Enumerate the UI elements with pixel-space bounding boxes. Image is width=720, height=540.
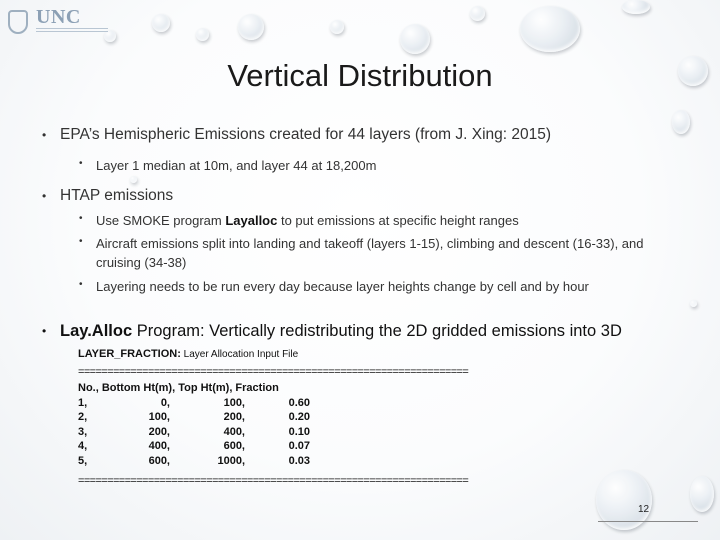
bullet-text: HTAP emissions — [60, 187, 174, 204]
droplet-decoration — [400, 24, 430, 54]
table-row — [78, 411, 558, 426]
table-cell: 0.10 — [288, 425, 310, 438]
droplet-decoration — [520, 6, 580, 52]
droplet-decoration — [196, 28, 209, 41]
bullet-dot-icon: • — [79, 158, 83, 169]
sub-bullet-smoke-layalloc — [79, 211, 686, 230]
bullet-dot-icon: • — [42, 324, 47, 338]
table-cell: 100, — [148, 411, 170, 423]
table-heading: LAYER_FRACTION: Layer Allocation Input File — [78, 348, 299, 360]
table-rows — [78, 397, 558, 470]
sub-bullet-aircraft — [79, 234, 686, 272]
droplet-decoration — [690, 476, 714, 512]
table-cell: 4, — [78, 440, 88, 452]
table-cell: 0.03 — [288, 454, 310, 467]
unc-logo — [8, 6, 108, 38]
bullet-dot-icon: • — [79, 213, 83, 224]
sub-bullet-layering — [79, 277, 686, 296]
droplet-decoration — [672, 110, 690, 134]
table-cell: 0, — [160, 396, 170, 409]
bullet-dot-icon: • — [79, 279, 83, 290]
table-cell: 0.07 — [288, 440, 310, 452]
table-cell: 2, — [78, 411, 88, 423]
page-number-underline — [598, 521, 698, 522]
bullet-text: Layer 1 median at 10m, and layer 44 at 18,200m — [96, 158, 377, 173]
bold-program-name: Lay.Alloc — [60, 322, 133, 340]
page-number: 12 — [638, 504, 650, 515]
bullet-htap-emissions — [42, 187, 173, 205]
droplet-decoration — [330, 20, 344, 34]
layer-fraction-table — [78, 348, 558, 487]
bullet-dot-icon: • — [79, 236, 83, 247]
bullet-text: Layering needs to be run every day because layer heights change by cell and by hour — [96, 279, 589, 294]
logo-mark-icon — [8, 10, 28, 34]
bullet-text: EPA’s Hemispheric Emissions created for 44 layers (from J. Xing: 2015) — [60, 126, 552, 143]
droplet-decoration — [470, 6, 485, 21]
table-cell: 5, — [78, 454, 88, 467]
logo-underline — [36, 28, 108, 32]
table-row — [78, 440, 558, 455]
bullet-text: Use SMOKE program Layalloc to put emissions at specific height ranges — [96, 213, 519, 228]
table-row — [78, 455, 558, 470]
table-cell: 0.20 — [288, 411, 310, 423]
table-row — [78, 426, 558, 441]
table-cell: 600, — [148, 454, 170, 467]
table-cell: 0.60 — [288, 396, 310, 409]
droplet-decoration — [152, 14, 170, 32]
slide-title: Vertical Distribution — [227, 58, 493, 93]
droplet-decoration — [130, 176, 137, 183]
droplet-decoration — [690, 300, 697, 307]
table-cell: 600, — [223, 440, 245, 452]
table-cell: 200, — [223, 411, 245, 423]
table-cell: 400, — [148, 440, 170, 452]
table-cell: 400, — [223, 425, 245, 438]
bullet-layalloc-program — [42, 322, 622, 341]
table-cell: 200, — [148, 425, 170, 438]
bullet-epa-emissions — [42, 126, 551, 144]
bullet-dot-icon: • — [42, 189, 47, 203]
bullet-text: Lay.Alloc Program: Vertically redistributing the 2D gridded emissions into 3D — [60, 322, 622, 340]
separator-line: =================================================================== — [78, 366, 469, 378]
table-cell: 3, — [78, 425, 88, 438]
table-header-row: No., Bottom Ht(m), Top Ht(m), Fraction — [78, 382, 279, 394]
bullet-dot-icon: • — [42, 128, 47, 142]
sub-bullet-layer-median — [79, 156, 686, 175]
separator-line: =================================================================== — [78, 475, 469, 487]
table-row — [78, 397, 558, 412]
table-cell: 1, — [78, 396, 88, 409]
bullet-text: Aircraft emissions split into landing and takeoff (layers 1-15), climbing and descent (16-33), and cruising (34-38) — [96, 236, 644, 270]
table-cell: 1000, — [217, 454, 245, 467]
logo-text: UNC — [36, 6, 81, 28]
droplet-decoration — [238, 14, 264, 40]
droplet-decoration — [622, 0, 650, 14]
bold-program-name: Layalloc — [225, 213, 278, 228]
table-cell: 100, — [223, 396, 245, 409]
